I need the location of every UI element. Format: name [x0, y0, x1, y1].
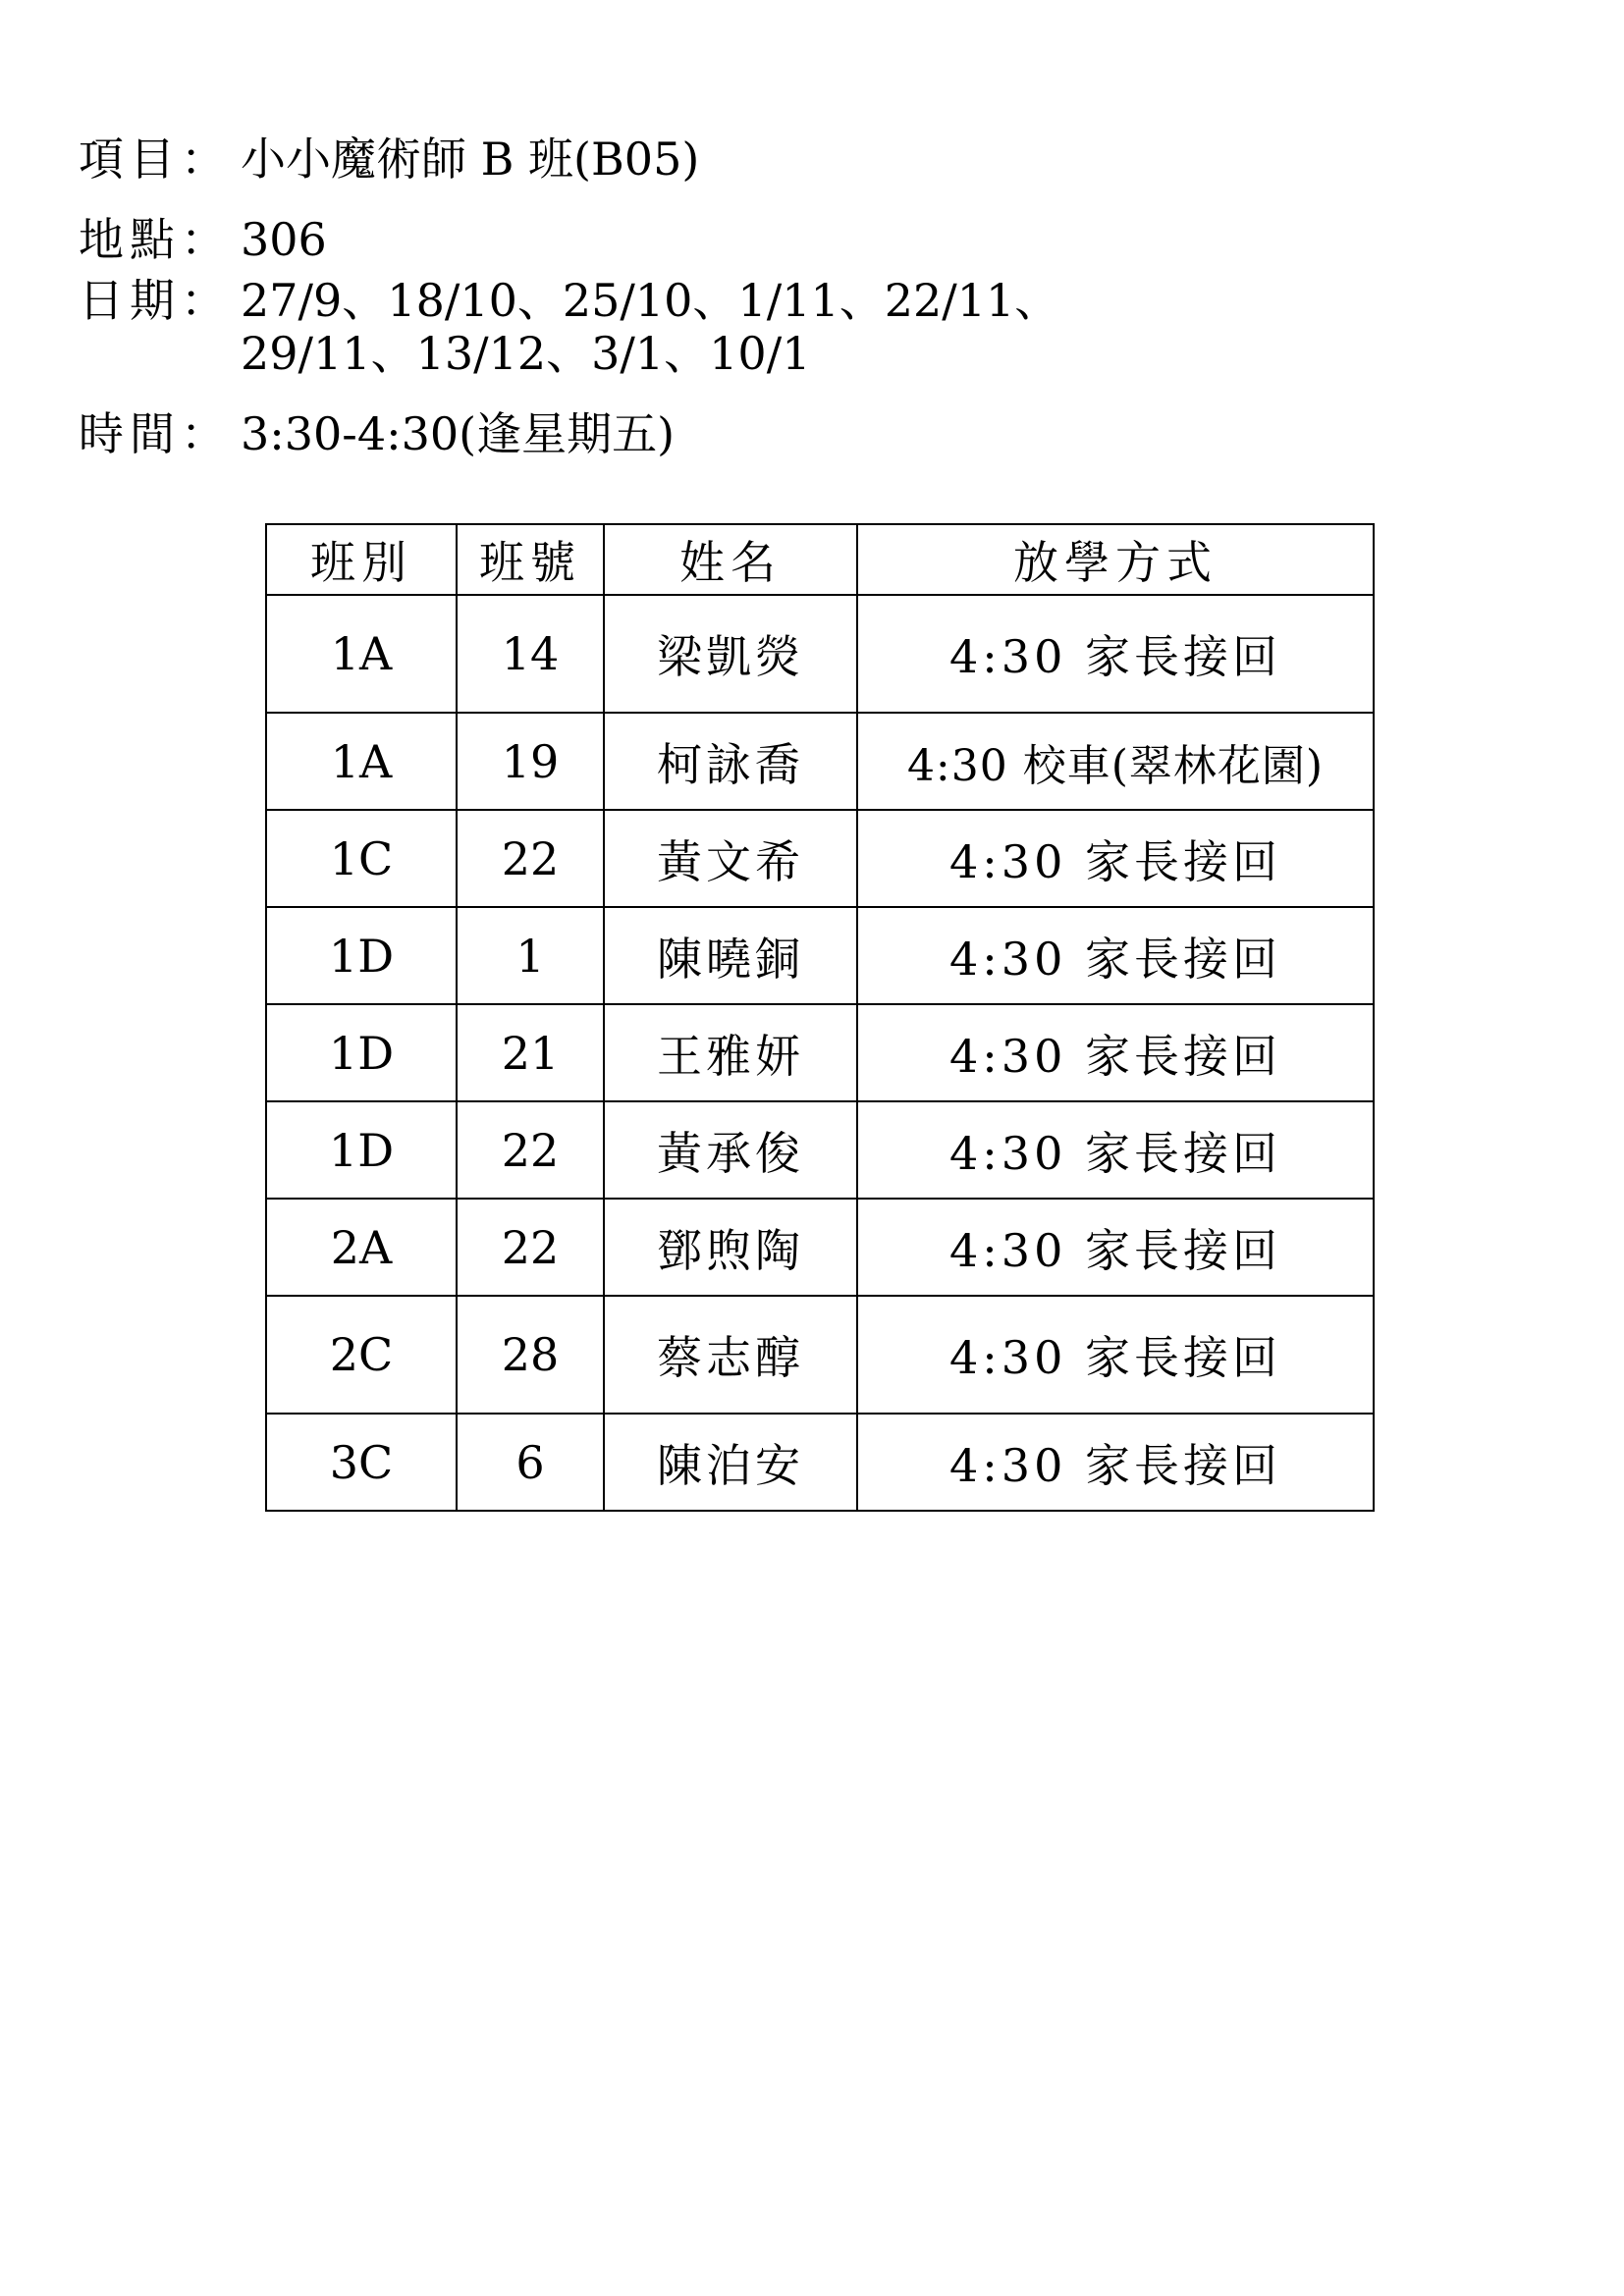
cell-number: 22	[457, 810, 604, 907]
table-row	[266, 1296, 1374, 1414]
cell-name: 黃文希	[604, 810, 857, 907]
activity-info	[79, 133, 1059, 460]
date-label: 日期：	[79, 274, 232, 327]
cell-number: 21	[457, 1004, 604, 1101]
location-label: 地點：	[79, 213, 232, 266]
student-roster-table	[265, 523, 1375, 1512]
cell-name: 陳泊安	[604, 1414, 857, 1511]
header-dismissal-method: 放學方式	[857, 524, 1374, 595]
cell-number: 14	[457, 595, 604, 713]
cell-dismissal-method: 4:30 家長接回	[857, 810, 1374, 907]
header-name: 姓名	[604, 524, 857, 595]
table-row	[266, 1004, 1374, 1101]
date-line-2: 29/11、13/12、3/1、10/1	[241, 327, 811, 380]
cell-name: 鄧煦陶	[604, 1199, 857, 1296]
cell-number: 1	[457, 907, 604, 1004]
time-label: 時間：	[79, 407, 232, 460]
table-header-row	[266, 524, 1374, 595]
cell-dismissal-method: 4:30 校車(翠林花園)	[857, 713, 1374, 810]
date-line-1: 27/9、18/10、25/10、1/11、22/11、	[241, 274, 1060, 327]
cell-number: 6	[457, 1414, 604, 1511]
cell-number: 22	[457, 1101, 604, 1199]
cell-dismissal-method: 4:30 家長接回	[857, 1199, 1374, 1296]
cell-number: 28	[457, 1296, 604, 1414]
project-label: 項目：	[79, 133, 232, 186]
cell-class: 1D	[266, 907, 457, 1004]
table-row	[266, 713, 1374, 810]
cell-class: 1A	[266, 595, 457, 713]
table-row	[266, 810, 1374, 907]
cell-name: 黃承俊	[604, 1101, 857, 1199]
cell-class: 1A	[266, 713, 457, 810]
cell-class: 1C	[266, 810, 457, 907]
cell-name: 王雅妍	[604, 1004, 857, 1101]
time-value: 3:30-4:30(逢星期五)	[241, 407, 676, 460]
cell-dismissal-method: 4:30 家長接回	[857, 1414, 1374, 1511]
time-row	[79, 407, 1059, 460]
cell-dismissal-method: 4:30 家長接回	[857, 1004, 1374, 1101]
header-class: 班別	[266, 524, 457, 595]
cell-class: 1D	[266, 1004, 457, 1101]
project-row	[79, 133, 1059, 186]
cell-class: 1D	[266, 1101, 457, 1199]
cell-class: 3C	[266, 1414, 457, 1511]
cell-name: 梁凱熒	[604, 595, 857, 713]
cell-name: 陳曉銅	[604, 907, 857, 1004]
cell-name: 柯詠喬	[604, 713, 857, 810]
date-value	[241, 274, 1059, 380]
table-row	[266, 907, 1374, 1004]
table-row	[266, 1199, 1374, 1296]
date-row	[79, 274, 1059, 380]
table-row	[266, 1101, 1374, 1199]
cell-dismissal-method: 4:30 家長接回	[857, 907, 1374, 1004]
project-value: 小小魔術師 B 班(B05)	[241, 133, 700, 186]
cell-class: 2A	[266, 1199, 457, 1296]
cell-dismissal-method: 4:30 家長接回	[857, 595, 1374, 713]
cell-class: 2C	[266, 1296, 457, 1414]
cell-number: 19	[457, 713, 604, 810]
cell-number: 22	[457, 1199, 604, 1296]
cell-name: 蔡志醇	[604, 1296, 857, 1414]
table-row	[266, 595, 1374, 713]
header-number: 班號	[457, 524, 604, 595]
cell-dismissal-method: 4:30 家長接回	[857, 1101, 1374, 1199]
location-row	[79, 213, 1059, 266]
table-row	[266, 1414, 1374, 1511]
location-value: 306	[241, 213, 327, 266]
cell-dismissal-method: 4:30 家長接回	[857, 1296, 1374, 1414]
